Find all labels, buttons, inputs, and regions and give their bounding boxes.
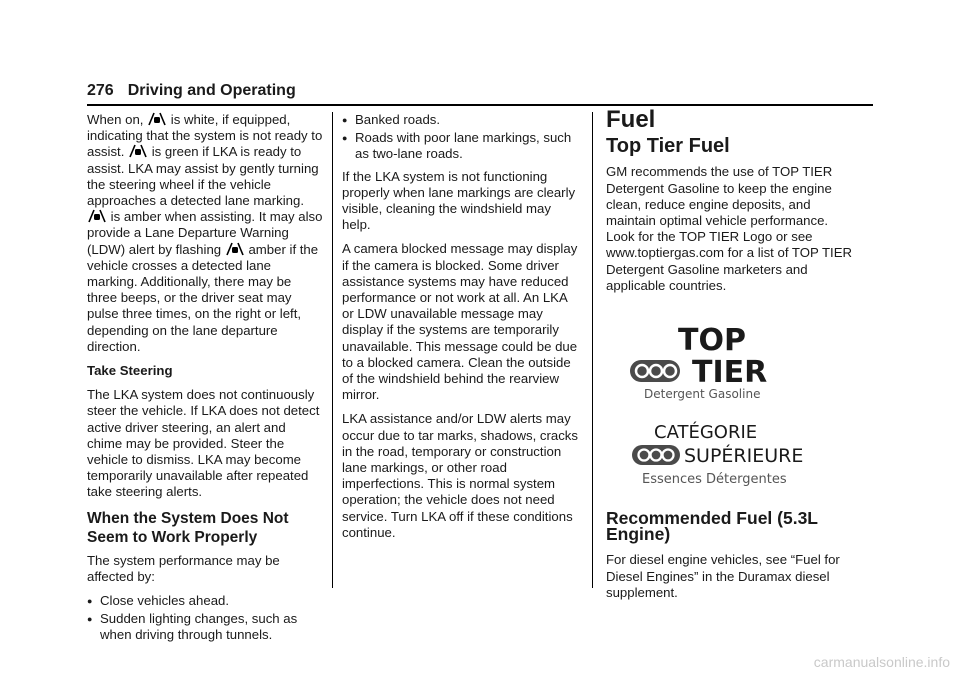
top-tier-heading: Top Tier Fuel xyxy=(606,135,730,158)
logo-text-essences: Essences Détergentes xyxy=(642,472,787,488)
text-fragment: is white, if equipped, indicating that the system is not ready to assist. xyxy=(87,112,323,160)
page-header xyxy=(87,82,296,100)
section-title: Driving and Operating xyxy=(127,82,296,99)
list-item: ● Roads with poor lane markings, such as two-lane roads. xyxy=(342,130,582,162)
page-number: 276 xyxy=(87,82,114,99)
lane-keep-assist-icon xyxy=(148,112,166,126)
paragraph: GM recommends the use of TOP TIER Detergent Gasoline to keep the engine clean, reduce engine deposits, and maintain optimal vehicle performance. Look for the TOP TIER Logo or see www.toptiergas.com for a list of TOP TIER Detergent Gasoline marketers and applicable countries. xyxy=(606,164,853,293)
text-fragment: is green if LKA is ready to assist. LKA may assist by gently turning the steering wheel if the vehicle approaches a detected lane marking. xyxy=(87,144,319,209)
lka-status-paragraph xyxy=(87,112,323,355)
logo-text-superieure: SUPÉRIEURE xyxy=(684,445,804,468)
lane-keep-assist-icon xyxy=(88,209,106,223)
watermark: carmanualsonline.info xyxy=(813,654,950,670)
bullet-list xyxy=(342,112,582,163)
column-2 xyxy=(342,112,582,549)
list-item: ● Banked roads. xyxy=(342,112,582,128)
paragraph: For diesel engine vehicles, see “Fuel for Diesel Engines” in the Duramax diesel supplement. xyxy=(606,552,840,600)
paragraph: A camera blocked message may display if the camera is blocked. Some driver assistance systems may have reduced performance or not work at all. An LKA or LDW unavailable message may display if the systems are temporarily unavailable. This message could be due to a blocked camera. Clean the outside of the windshield behind the rearview mirror. xyxy=(342,241,578,403)
text-fragment: amber if the vehicle crosses a detected lane marking. Additionally, there may be three beeps, or the driver seat may pulse three times, on the right or left, depending on the lane departure direction. xyxy=(87,241,319,354)
categorie-logo-art xyxy=(624,420,824,490)
list-item: ● Sudden lighting changes, such as when driving through tunnels. xyxy=(87,611,323,643)
logo-text-categorie: CATÉGORIE xyxy=(654,422,758,444)
top-tier-logo-art xyxy=(626,322,806,402)
categorie-superieure-logo xyxy=(624,420,824,490)
column-3 xyxy=(606,106,856,609)
performance-text: The system performance may be affected by: xyxy=(87,552,280,584)
take-steering-heading: Take Steering xyxy=(87,363,173,379)
top-tier-logo xyxy=(626,322,806,402)
paragraph: LKA assistance and/or LDW alerts may occur due to tar marks, shadows, cracks in the road, temporary or construction lane markings, or other road imperfections. This is normal system operation; the vehicle does not need service. Turn LKA off if these conditions continue. xyxy=(342,411,578,540)
header-rule xyxy=(87,104,873,106)
logo-text-tier: TIER xyxy=(692,355,768,391)
list-item: ● Close vehicles ahead. xyxy=(87,593,323,609)
paragraph: If the LKA system is not functioning properly when lane markings are clearly visible, cleaning the windshield may help. xyxy=(342,168,576,233)
column-divider xyxy=(592,112,593,588)
take-steering-text: The LKA system does not continuously steer the vehicle. If LKA does not detect active driver steering, an alert and chime may be provided. Steer the vehicle to dismiss. LKA may become temporarily unavailable after repeated take steering alerts. xyxy=(87,387,320,500)
logo-text-detergent: Detergent Gasoline xyxy=(644,387,761,402)
text-fragment: is amber when assisting. It may also provide a Lane Departure Warning (LDW) alert by flashing xyxy=(87,209,323,257)
lane-keep-assist-icon xyxy=(226,242,244,256)
column-1 xyxy=(87,112,323,650)
swirl-icon xyxy=(632,445,680,465)
swirl-icon xyxy=(630,360,680,382)
section-heading-fuel: Fuel xyxy=(606,106,656,133)
recommended-fuel-heading: Recommended Fuel (5.3L Engine) xyxy=(606,508,818,545)
logo-text-top: TOP xyxy=(678,323,746,359)
lane-keep-assist-icon xyxy=(129,144,147,158)
bullet-list xyxy=(87,593,323,644)
text-fragment: When on, xyxy=(87,112,144,127)
column-divider xyxy=(332,112,333,588)
troubleshoot-heading: When the System Does Not Seem to Work Properly xyxy=(87,509,289,546)
